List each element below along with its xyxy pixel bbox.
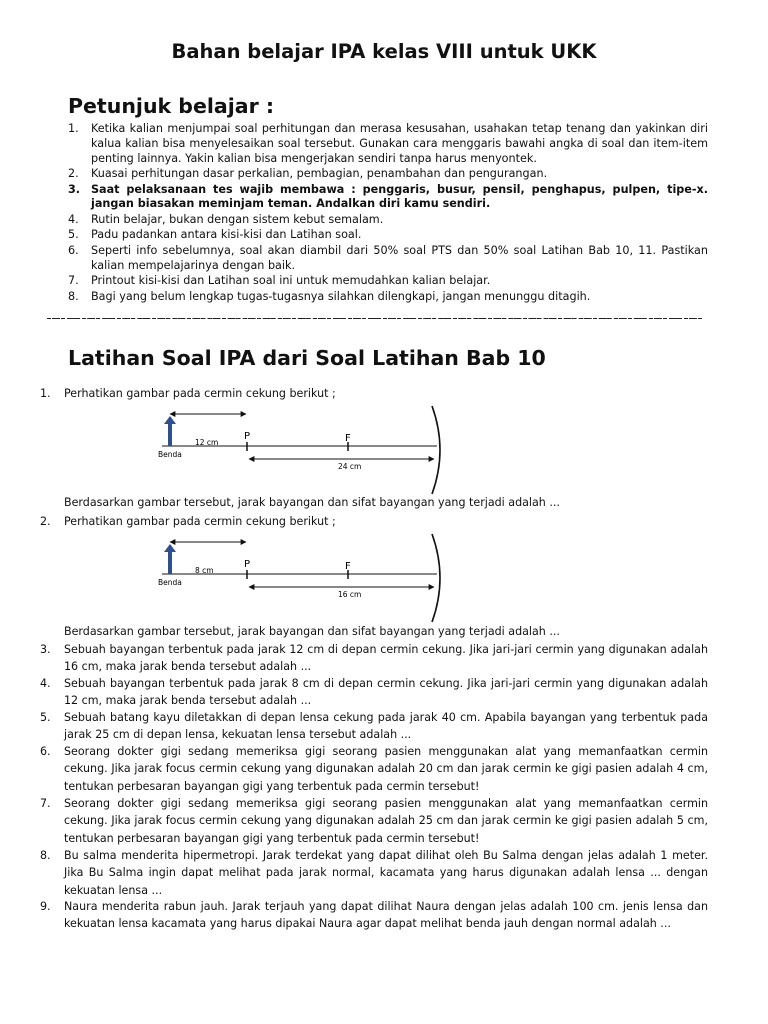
item-text: Padu padankan antara kisi-kisi dan Latihan soal.	[91, 228, 362, 242]
concave-mirror	[432, 534, 440, 622]
question-number: 6.	[40, 745, 51, 758]
question-text: Bu salma menderita hipermetropi. Jarak terdekat yang dapat dilihat oleh Bu Salma dengan jelas adalah 1 meter. Jika Bu Salma ingin dapat melihat pada jarak normal, kacamata yang harus digunakan adalah lensa ... dengan kekuatan lensa ...	[64, 849, 708, 897]
item-text: Saat pelaksanaan tes wajib membawa : penggaris, busur, pensil, penghapus, pulpen, tipe-x. jangan biasakan meminjam teman. Andalkan diri kamu sendiri.	[91, 182, 708, 211]
question-text: Seorang dokter gigi sedang memeriksa gigi seorang pasien menggunakan alat yang memanfaatkan cermin cekung. Jika jarak focus cermin cekung yang digunakan adalah 25 cm dan jarak cermin ke gigi pasien adalah 5 cm, tentukan perbesaran bayangan gigi yang terbentuk pada cermin tersebut!	[64, 797, 708, 845]
question-number: 9.	[40, 900, 51, 913]
mirror-diagram-1	[150, 402, 450, 502]
item-number: 3.	[68, 182, 81, 196]
item-number: 1.	[68, 122, 79, 135]
question-text: Seorang dokter gigi sedang memeriksa gigi seorang pasien menggunakan alat yang memanfaatkan cermin cekung. Jika jarak focus cermin cekung yang digunakan adalah 20 cm dan jarak cermin ke gigi pasien adalah 4 cm, tentukan perbesaran bayangan gigi yang terbentuk pada cermin tersebut!	[64, 745, 708, 793]
question-text: Sebuah bayangan terbentuk pada jarak 8 cm di depan cermin cekung. Jika jari-jari cermin yang digunakan adalah 12 cm, maka jarak benda tersebut adalah ...	[64, 677, 708, 708]
object-arrowhead	[164, 544, 176, 552]
question-number: 2.	[40, 515, 51, 528]
object-distance-label: 12 cm	[195, 438, 219, 447]
p-label: P	[244, 431, 251, 442]
list-item	[68, 167, 708, 182]
question-2	[40, 513, 708, 530]
question-number: 7.	[40, 797, 51, 810]
object-label: Benda	[158, 450, 182, 459]
page-title: Bahan belajar IPA kelas VIII untuk UKK	[171, 40, 597, 63]
question-8	[40, 847, 708, 899]
question-text: Perhatikan gambar pada cermin cekung berikut ;	[64, 387, 336, 400]
list-item	[68, 244, 708, 274]
item-text: Seperti info sebelumnya, soal akan diambil dari 50% soal PTS dan 50% soal Latihan Bab 10, 11. Pastikan kalian mempelajarinya dengan baik.	[91, 243, 708, 272]
question-number: 1.	[40, 387, 51, 400]
question-text: Sebuah bayangan terbentuk pada jarak 12 cm di depan cermin cekung. Jika jari-jari cermin yang digunakan adalah 16 cm, maka jarak benda tersebut adalah ...	[64, 643, 708, 674]
item-text: Rutin belajar, bukan dengan sistem kebut semalam.	[91, 212, 384, 226]
question-text: Sebuah batang kayu diletakkan di depan lensa cekung pada jarak 40 cm. Apabila bayangan yang terbentuk pada jarak 25 cm di depan lensa, kekuatan lensa tersebut adalah ...	[64, 711, 708, 742]
petunjuk-list	[68, 122, 708, 305]
question-2-followup: Berdasarkan gambar tersebut, jarak bayangan dan sifat bayangan yang terjadi adalah ...	[64, 625, 560, 638]
question-6	[40, 743, 708, 795]
question-1	[40, 385, 708, 402]
question-number: 5.	[40, 711, 51, 724]
object-distance-label: 8 cm	[195, 566, 214, 575]
mirror-diagram-2-svg	[150, 530, 450, 630]
question-number: 4.	[40, 677, 51, 690]
question-number: 3.	[40, 643, 51, 656]
p-label: P	[244, 559, 251, 570]
item-number: 6.	[68, 243, 79, 257]
item-number: 7.	[68, 274, 79, 288]
item-number: 4.	[68, 212, 79, 226]
object-bar	[168, 550, 172, 574]
question-9	[40, 898, 708, 933]
focal-distance-label: 16 cm	[338, 590, 362, 599]
list-item	[68, 213, 708, 228]
section-divider	[47, 318, 702, 319]
list-item	[68, 122, 708, 166]
question-text: Perhatikan gambar pada cermin cekung berikut ;	[64, 515, 336, 528]
list-item	[68, 274, 708, 289]
concave-mirror	[432, 406, 440, 494]
list-item	[68, 183, 708, 213]
item-text: Kuasai perhitungan dasar perkalian, pembagian, penambahan dan pengurangan.	[91, 167, 548, 181]
question-1-followup: Berdasarkan gambar tersebut, jarak bayangan dan sifat bayangan yang terjadi adalah ...	[64, 496, 560, 509]
object-arrowhead	[164, 416, 176, 424]
item-number: 5.	[68, 228, 79, 242]
petunjuk-heading: Petunjuk belajar :	[68, 94, 275, 118]
question-4	[40, 675, 708, 710]
question-3	[40, 641, 708, 676]
question-5	[40, 709, 708, 744]
focal-distance-label: 24 cm	[338, 462, 362, 471]
list-item	[68, 290, 708, 305]
item-number: 8.	[68, 289, 79, 303]
question-number: 8.	[40, 849, 51, 862]
mirror-diagram-2	[150, 530, 450, 630]
mirror-diagram-1-svg	[150, 402, 450, 502]
item-number: 2.	[68, 167, 79, 181]
latihan-heading: Latihan Soal IPA dari Soal Latihan Bab 10	[68, 346, 546, 370]
item-text: Bagi yang belum lengkap tugas-tugasnya silahkan dilengkapi, jangan menunggu ditagih.	[91, 289, 591, 303]
list-item	[68, 228, 708, 243]
f-label: F	[345, 433, 351, 444]
question-7	[40, 795, 708, 847]
item-text: Printout kisi-kisi dan Latihan soal ini untuk memudahkan kalian belajar.	[91, 274, 491, 288]
object-label: Benda	[158, 578, 182, 587]
f-label: F	[345, 561, 351, 572]
question-text: Naura menderita rabun jauh. Jarak terjauh yang dapat dilihat Naura dengan jelas adalah 100 cm. jenis lensa dan kekuatan lensa kacamata yang harus dipakai Naura agar dapat melihat benda jauh dengan normal adalah ...	[64, 900, 708, 931]
item-text: Ketika kalian menjumpai soal perhitungan dan merasa kesusahan, usahakan tetap tenang dan yakinkan diri kalua kalian bisa menyelesaikan soal tersebut. Gunakan cara menggaris bawahi angka di soal dan item-item penting lainnya. Yakin kalian bisa mengerjakan sendiri tanpa harus menyontek.	[91, 122, 708, 165]
object-bar	[168, 422, 172, 446]
